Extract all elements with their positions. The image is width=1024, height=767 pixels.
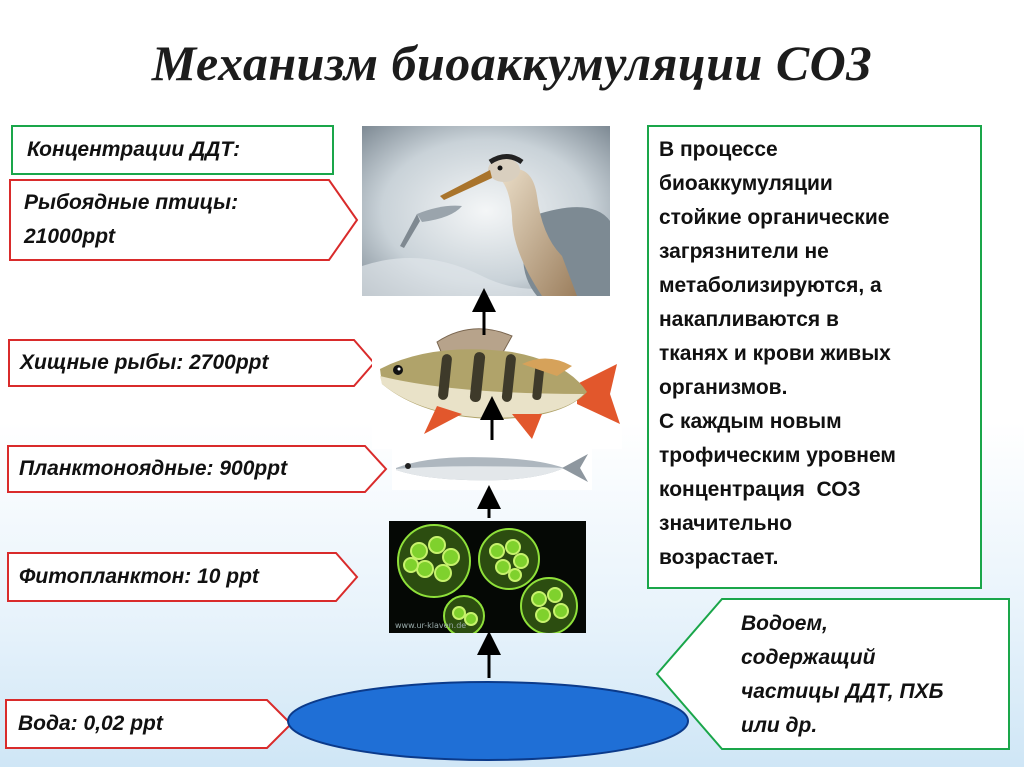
info-line: возрастает. <box>659 546 779 569</box>
info-line: стойкие органические <box>659 206 890 229</box>
info-line: организмов. <box>659 376 788 399</box>
phytoplankton-watermark: www.ur-klaven.de <box>395 621 467 630</box>
water-desc-line: Водоем, <box>741 612 828 635</box>
birds-concentration: 21000ppt <box>24 225 116 248</box>
water-desc-line: содержащий <box>741 646 876 669</box>
info-line: накапливаются в <box>659 308 839 331</box>
ddt-header-label: Концентрации ДДТ: <box>27 138 241 161</box>
water-label: Вода: 0,02 ppt <box>18 712 163 735</box>
water-body-ellipse <box>286 680 690 762</box>
predatory-fish-label: Хищные рыбы: 2700ppt <box>20 351 269 374</box>
info-line: В процессе <box>659 138 778 161</box>
info-line: концентрация СОЗ <box>659 478 861 501</box>
slide-title: Механизм биоаккумуляции СОЗ <box>151 35 873 91</box>
water-desc-line: или др. <box>741 714 818 737</box>
info-line: загрязнители не <box>659 240 829 263</box>
birds-label-line1: Рыбоядные птицы: <box>24 191 239 214</box>
info-line: трофическим уровнем <box>659 444 896 467</box>
info-line: тканях и крови живых <box>659 342 891 365</box>
water-description-text <box>741 607 943 743</box>
water-desc-line: частицы ДДТ, ПХБ <box>741 680 944 703</box>
info-line: метаболизируются, а <box>659 274 882 297</box>
info-box-text <box>659 133 979 575</box>
info-line: значительно <box>659 512 793 535</box>
phytoplankton-label: Фитопланктон: 10 ppt <box>19 565 259 588</box>
info-line: С каждым новым <box>659 410 842 433</box>
info-line: биоаккумуляции <box>659 172 833 195</box>
planktivores-label: Планктоноядные: 900ppt <box>19 457 288 480</box>
